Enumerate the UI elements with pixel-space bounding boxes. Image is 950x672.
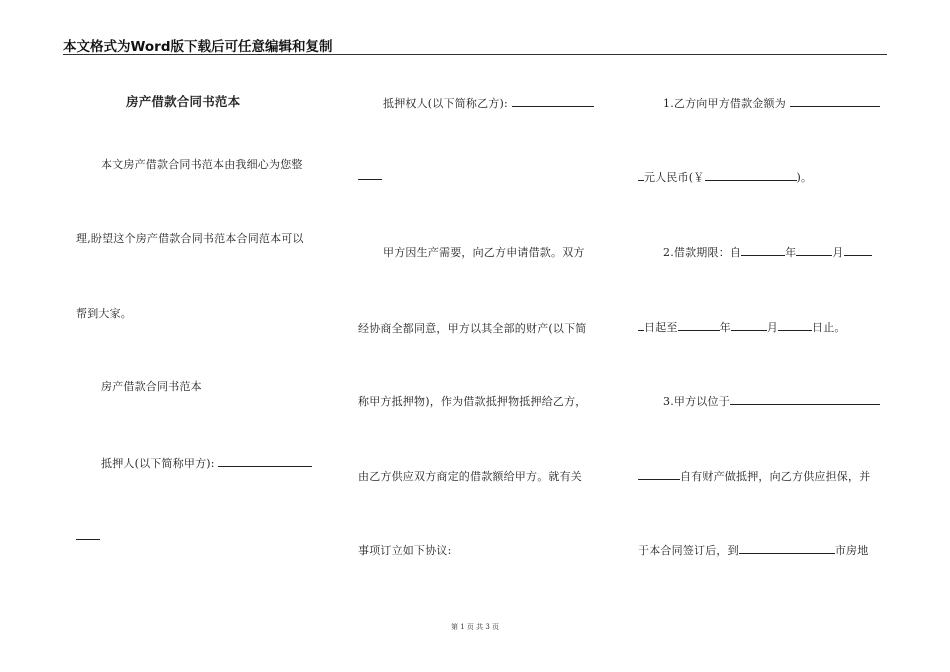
end-month-blank[interactable] — [731, 320, 767, 331]
clause-2-text: 2.借款期限：自 — [663, 246, 742, 259]
year-label-2: 年 — [719, 321, 731, 334]
clause-2-cont — [638, 319, 846, 335]
para-line-2: 经协商全都同意，甲方以其全部的财产(以下简 — [358, 322, 587, 335]
clause-2-end: 日止。 — [812, 321, 846, 334]
clause-1-line — [663, 95, 880, 111]
mortgagor-line — [101, 455, 312, 471]
month-label-2: 月 — [766, 321, 779, 334]
contract-subtitle: 房产借款合同书范本 — [101, 380, 202, 393]
mortgagor-label: 抵押人(以下简称甲方): — [101, 457, 215, 470]
clause-3-cont — [638, 468, 870, 484]
clause-1-cont — [638, 169, 812, 185]
clause-2-line — [663, 244, 872, 260]
start-year-blank[interactable] — [741, 245, 785, 256]
intro-line-3: 帮到大家。 — [76, 307, 132, 320]
header-title: 本文格式为Word版下载后可任意编辑和复制 — [63, 39, 333, 55]
document-title: 房产借款合同书范本 — [126, 94, 241, 109]
column-1 — [76, 0, 336, 672]
start-month-blank[interactable] — [796, 245, 832, 256]
clause-3-text: 3.甲方以位于 — [663, 395, 730, 408]
mortgagee-label: 抵押权人(以下简称乙方): — [383, 97, 508, 110]
intro-line-2: 理,盼望这个房产借款合同书范本合同范本可以 — [76, 232, 304, 245]
mortgagee-line — [383, 95, 594, 111]
clause-3-tail-a: 于本合同签订后，到 — [638, 544, 739, 557]
property-location-blank[interactable] — [730, 394, 880, 405]
column-3 — [638, 0, 898, 672]
clause-3-line — [663, 393, 880, 409]
para-line-1: 甲方因生产需要，向乙方申请借款。双方 — [383, 246, 585, 259]
end-year-blank[interactable] — [678, 320, 720, 331]
clause-3-mid: 自有财产做抵押，向乙方供应担保，并 — [680, 470, 871, 483]
month-label: 月 — [832, 246, 844, 259]
para-line-5: 事项订立如下协议: — [358, 544, 452, 557]
clause-3-tail-b: 市房地 — [834, 544, 869, 557]
clause-1-text: 1.乙方向甲方借款金额为 — [663, 97, 786, 110]
mortgagor-blank-cont[interactable] — [76, 529, 100, 543]
property-location-blank-cont[interactable] — [638, 469, 680, 480]
start-day-blank[interactable] — [844, 245, 872, 256]
mortgagee-blank-cont[interactable] — [358, 169, 382, 183]
mortgagor-blank[interactable] — [218, 456, 312, 467]
rmb-amount-blank[interactable] — [705, 170, 797, 181]
end-day-blank[interactable] — [778, 320, 812, 331]
mortgagee-blank[interactable] — [512, 96, 594, 107]
city-blank[interactable] — [739, 543, 835, 554]
from-text: 日起至 — [644, 321, 678, 334]
loan-amount-blank[interactable] — [790, 96, 880, 107]
column-2 — [358, 0, 618, 672]
year-label: 年 — [785, 246, 797, 259]
page-number: 第 1 页 共 3 页 — [450, 623, 500, 631]
para-line-3: 称甲方抵押物)，作为借款抵押物抵押给乙方， — [358, 395, 587, 408]
intro-line-1: 本文房产借款合同书范本由我细心为您整 — [101, 158, 303, 171]
para-line-4: 由乙方供应双方商定的借款额给甲方。就有关 — [358, 470, 582, 483]
clause-1-end: )。 — [796, 171, 813, 184]
rmb-text: 元人民币(￥ — [644, 171, 705, 184]
clause-3-tail — [638, 542, 868, 558]
